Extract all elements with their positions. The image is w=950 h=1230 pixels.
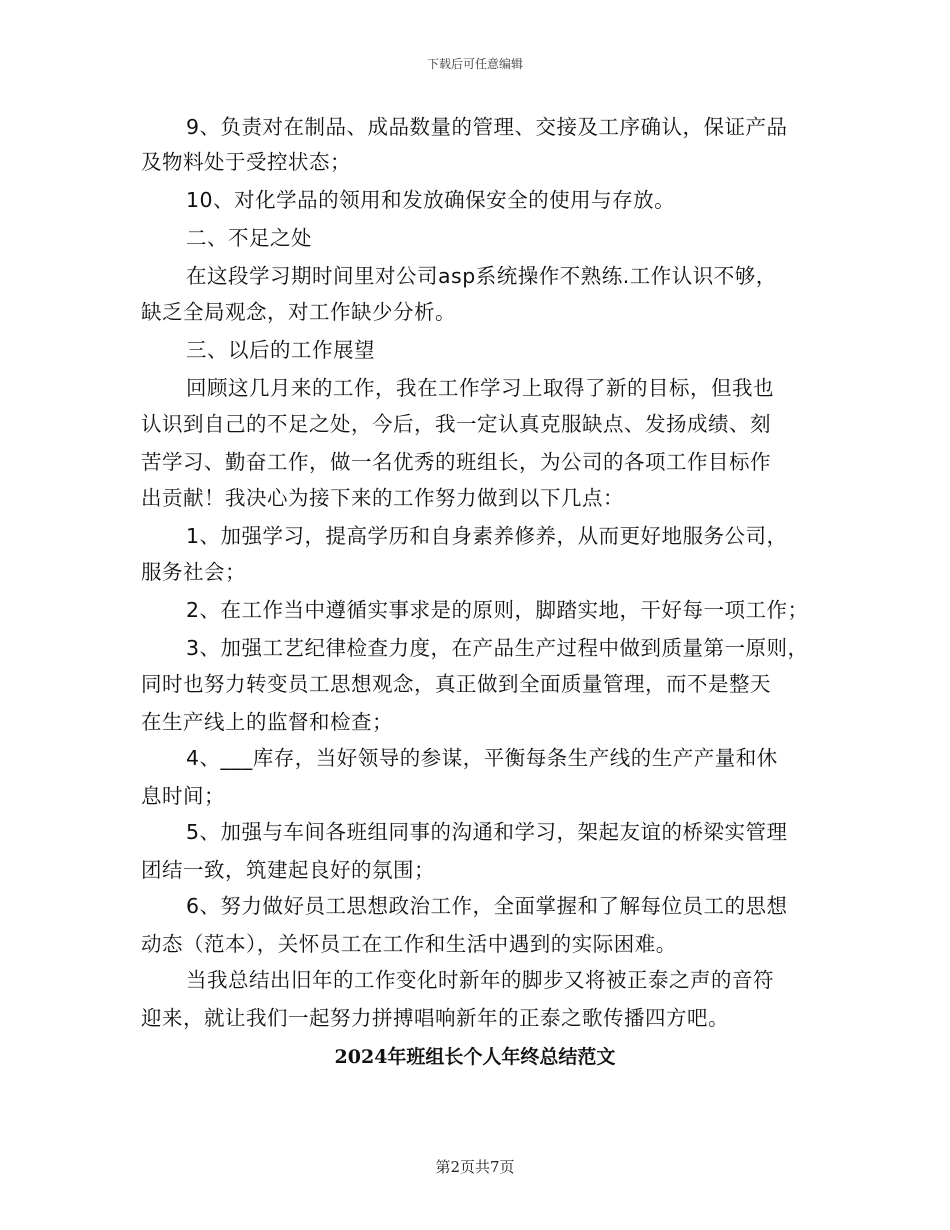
page-footer: 第2页共7页 xyxy=(435,1158,515,1176)
paragraph-line: 回顾这几月来的工作，我在工作学习上取得了新的目标，但我也 xyxy=(186,376,774,400)
paragraph-line: 团结一致，筑建起良好的氛围； xyxy=(141,858,435,882)
paragraph-line: 在这段学习期时间里对公司asp系统操作不熟练.工作认识不够， xyxy=(186,264,777,288)
paragraph-line: 2、在工作当中遵循实事求是的原则，脚踏实地，干好每一项工作； xyxy=(186,598,809,622)
paragraph-line: 10、对化学品的领用和发放确保安全的使用与存放。 xyxy=(186,188,676,212)
paragraph-line: 缺乏全局观念，对工作缺少分析。 xyxy=(141,300,456,324)
paragraph-line: 在生产线上的监督和检查； xyxy=(141,710,393,734)
paragraph-line: 4、___库存，当好领导的参谋，平衡每条生产线的生产产量和休 xyxy=(186,746,778,770)
paragraph-line: 出贡献！我决心为接下来的工作努力做到以下几点： xyxy=(141,486,624,510)
paragraph-line: 及物料处于受控状态； xyxy=(141,150,351,174)
paragraph-line: 3、加强工艺纪律检查力度，在产品生产过程中做到质量第一原则， xyxy=(186,636,809,660)
paragraph-line: 同时也努力转变员工思想观念，真正做到全面质量管理，而不是整天 xyxy=(141,672,771,696)
paragraph-line: 6、努力做好员工思想政治工作，全面掌握和了解每位员工的思想 xyxy=(186,894,788,918)
section-heading: 二、不足之处 xyxy=(186,226,312,250)
paragraph-line: 动态（范本），关怀员工在工作和生活中遇到的实际困难。 xyxy=(141,932,677,956)
paragraph-line: 苦学习、勤奋工作，做一名优秀的班组长，为公司的各项工作目标作 xyxy=(141,450,771,474)
paragraph-line: 当我总结出旧年的工作变化时新年的脚步又将被正泰之声的音符 xyxy=(186,968,774,992)
paragraph-line: 5、加强与车间各班组同事的沟通和学习，架起友谊的桥梁实管理 xyxy=(186,820,788,844)
paragraph-line: 1、加强学习，提高学历和自身素养修养，从而更好地服务公司， xyxy=(186,524,788,548)
paragraph-line: 认识到自己的不足之处，今后，我一定认真克服缺点、发扬成绩、刻 xyxy=(141,412,771,436)
page-header: 下载后可任意编辑 xyxy=(426,57,523,71)
paragraph-line: 9、负责对在制品、成品数量的管理、交接及工序确认，保证产品 xyxy=(186,115,788,139)
document-title: 2024年班组长个人年终总结范文 xyxy=(334,1046,616,1068)
paragraph-line: 息时间； xyxy=(141,784,225,808)
paragraph-line: 迎来，就让我们一起努力拼搏唱响新年的正泰之歌传播四方吧。 xyxy=(141,1006,729,1030)
paragraph-line: 服务社会； xyxy=(141,560,246,584)
section-heading: 三、以后的工作展望 xyxy=(186,338,375,362)
